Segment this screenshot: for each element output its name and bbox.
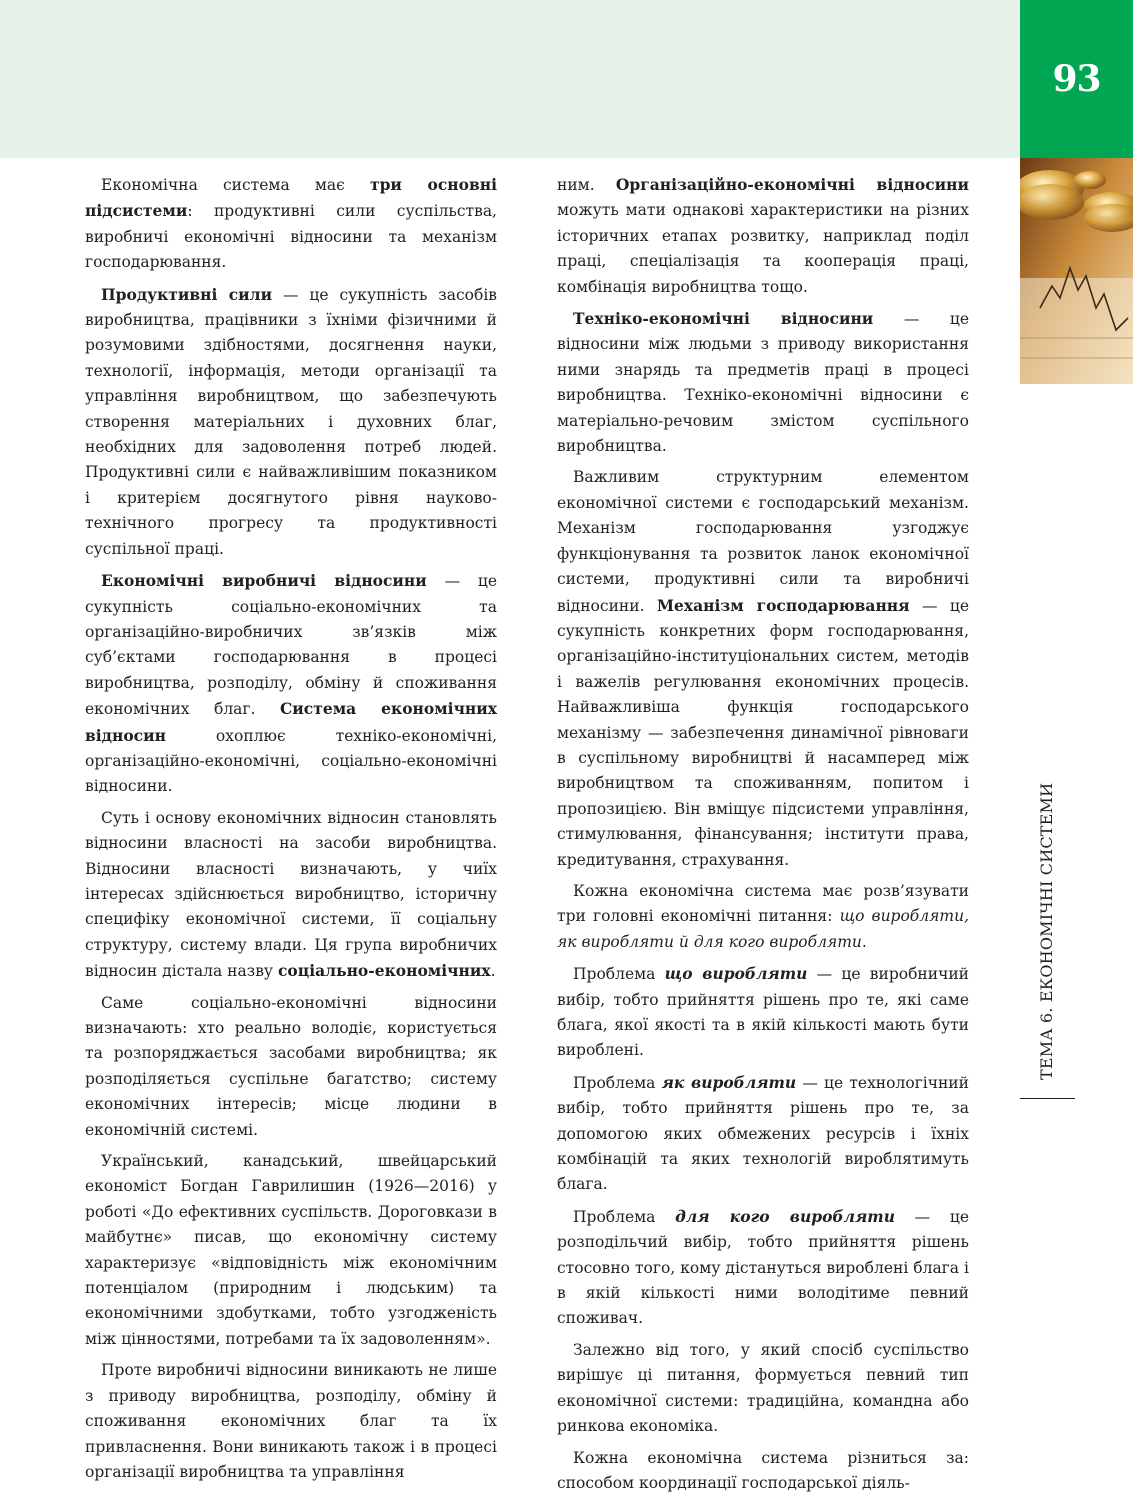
text: охоплює техніко-економічні, організаційно-економічні, соціально-економічні відносини. [85,726,497,796]
term: для кого виробляти [675,1206,895,1226]
paragraph: Залежно від того, у який спосіб суспільство вирішує ці питання, формується певний тип економічної системи: традиційна, командна або ринкова економіка. [557,1340,969,1436]
paragraph [557,879,969,955]
paragraph [85,568,497,800]
chapter-side-label: ТЕМА 6. ЕКОНОМІЧНІ СИСТЕМИ [1037,782,1056,1080]
term: Техніко-економічні відносини [573,309,874,329]
text: — це сукупність конкретних форм господарювання, організаційно-інституціональних систем, методів і важелів регулювання економічних процесів. Найважливіша функція господарського механізму — забезпечення динамічної рівноваги в суспільному виробництві й насамперед між виробництвом та споживанням, попитом і пропозицією. Він вміщує підсистеми управління, стимулювання, фінансування; інститути права, кредитування, страхування. [557,596,969,869]
text: — це виробничий вибір, тобто прийняття рішень про те, які саме блага, якої якості та в якій кількості мають бути вироблені. [557,965,969,1060]
page-number: 93 [1052,58,1101,100]
text: Суть і основу економічних відносин становлять відносини власності на засоби виробництва. Відносини власності визначають, у чиїх інтересах здійснюється виробництво, історичну специфіку економічної системи, її соціальну структуру, систему влади. Ця група виробничих відносин дістала назву [85,808,497,981]
text: . [490,962,496,981]
text: ним. [557,176,616,194]
term: Продуктивні сили [101,284,273,304]
text: — це технологічний вибір, тобто прийняття рішень про те, за допомогою яких обмежених ресурсів і їхніх комбінацій та яких технологій вироблятимуть блага. [557,1073,969,1194]
side-rule [1020,1098,1075,1099]
text: . [861,932,867,951]
paragraph [557,306,969,459]
term: що виробляти [664,964,808,984]
paragraph [557,465,969,873]
text: Економічна система має [101,176,370,194]
text: можуть мати однакові характеристики на різних історичних етапах розвитку, наприклад поділ праці, спеціалізація та кооперація праці, комбінація виробництва тощо. [557,201,969,296]
text: : продуктивні сили суспільства, виробничі економічні відносини та механізм господарювання. [85,202,497,272]
term: як виробляти [661,1072,797,1092]
term: Система економічних відносин [85,699,498,745]
term: Механізм господарювання [656,595,910,615]
header-band [0,0,1020,158]
paragraph: Український, канадський, швейцарський економіст Богдан Гаврилишин (1926—2016) у роботі «До ефективних суспільств. Дороговкази в майбутнє» писав, що економічну систему характеризує «відповідність між економічним потенціалом (природним і людським) та економічними здобутками, тобто узгодженість між цінностями, потребами та їх задоволенням». [85,1152,497,1348]
term: Організаційно-економічні відносини [615,175,969,194]
paragraph [85,282,497,562]
paragraph [557,961,969,1064]
text: — це сукупність засобів виробництва, працівники з їхніми фізичними й розумовими здібностями, досягнення науки, технології, інформація, методи організації та управління виробництвом, що забезпечують створення матеріальних і духовних благ, необхідних для задоволення потреб людей. Продуктивні сили є найважливішим показником і критерієм досягнутого рівня науково-технічного прогресу та продуктивності суспільної праці. [85,285,498,558]
text: — це сукупність соціально-економічних та організаційно-виробничих зв’язків між суб’єктами господарювання в процесі виробництва, розподілу, обміну й споживання економічних благ. [85,572,497,719]
paragraph [85,806,497,985]
text: Важливим структурним елементом економічної системи є господарський механізм. Механізм господарювання узгоджує функціонування та розвиток ланок економічної системи, продуктивні сили та виробничі відносини. [557,468,969,615]
coins-and-chart-photo-icon [1020,158,1133,384]
right-column [557,172,969,1502]
paragraph: Проте виробничі відносини виникають не лише з приводу виробництва, розподілу, обміну й споживання економічних благ та їх привласнення. Вони виникають також і в процесі організації виробництва та управління [85,1361,497,1481]
text: Проблема [573,1207,676,1226]
term: соціально-економічних [277,961,491,981]
text: Кожна економічна система має розв’язувати три головні економічні питання: [557,881,969,926]
text: Проблема [573,965,665,984]
page-number-tab [1020,0,1133,158]
text: — це відносини між людьми з приводу використання ними знарядь та предметів праці в процесі виробництва. Техніко-економічні відносини є матеріально-речовим змістом суспільного виробництва. [557,310,969,456]
text: Проблема [573,1073,662,1092]
paragraph: Кожна економічна система різниться за: способом координації господарської діяль- [557,1448,969,1492]
paragraph [557,1204,969,1332]
paragraph [557,172,969,300]
paragraph [85,172,497,276]
emphasis: що виробляти, як виробляти й для кого виробляти [557,907,970,951]
term: Економічні виробничі відносини [101,571,427,591]
paragraph [557,1070,969,1198]
paragraph: Саме соціально-економічні відносини визначають: хто реально володіє, користується та розпоряджається засобами виробництва; як розподіляється суспільне багатство; систему економічних інтересів; місце людини в економічній системі. [85,993,497,1139]
text: — це розподільчий вибір, тобто прийняття рішень стосовно того, кому дістануться вироблені блага і в якій кількості ними володітиме певний споживач. [557,1207,969,1328]
term: три основні підсистеми [85,175,497,221]
left-column [85,172,497,1491]
